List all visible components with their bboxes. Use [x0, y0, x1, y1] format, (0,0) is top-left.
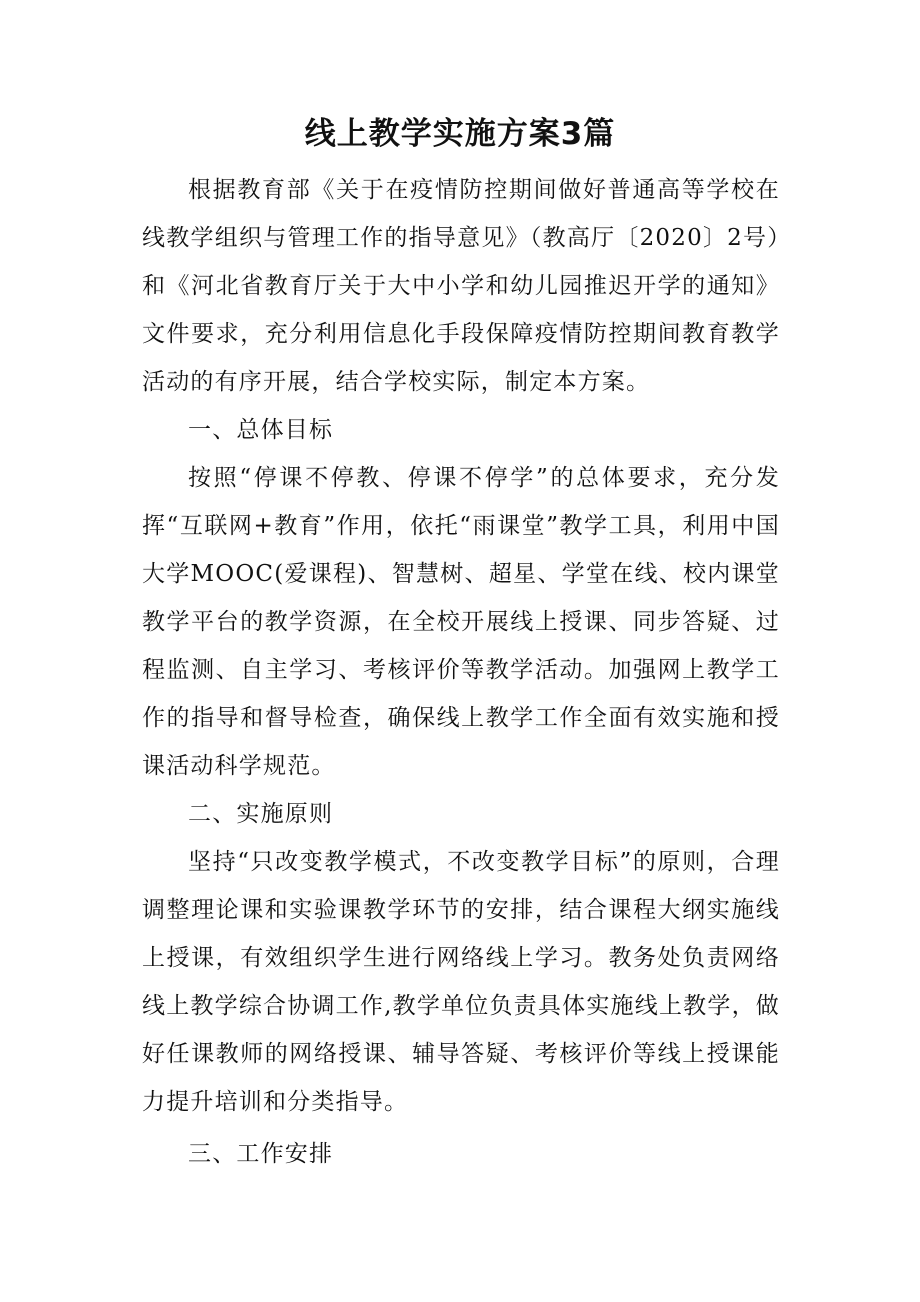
section-paragraph-principles: 坚持“只改变教学模式，不改变教学目标”的原则，合理调整理论课和实验课教学环节的安排，结合课程大纲实施线上授课，有效组织学生进行网络线上学习。教务处负责网络线上教学综合协调工作,教学单位负责具体实施线上教学，做好任课教师的网络授课、辅导答疑、考核评价等线上授课能力提升培训和分类指导。: [142, 849, 780, 1115]
section-heading-overall-goal: 一、总体目标: [188, 417, 334, 443]
intro-paragraph: 根据教育部《关于在疫情防控期间做好普通高等学校在线教学组织与管理工作的指导意见》（教高厅〔2020〕2号）和《河北省教育厅关于大中小学和幼儿园推迟开学的通知》文件要求，充分利用信息化手段保障疫情防控期间教育教学活动的有序开展，结合学校实际，制定本方案。: [142, 177, 780, 395]
section-heading-work-arrangement: 三、工作安排: [188, 1141, 334, 1167]
document-body: [142, 166, 780, 1178]
section-heading-principles: 二、实施原则: [188, 801, 334, 827]
section-paragraph-overall-goal: 按照“停课不停教、停课不停学”的总体要求，充分发挥“互联网+教育”作用，依托“雨课堂”教学工具，利用中国大学MOOC(爱课程)、智慧树、超星、学堂在线、校内课堂教学平台的教学资源，在全校开展线上授课、同步答疑、过程监测、自主学习、考核评价等教学活动。加强网上教学工作的指导和督导检查，确保线上教学工作全面有效实施和授课活动科学规范。: [142, 465, 780, 779]
document-title: 线上教学实施方案3篇: [304, 116, 616, 152]
